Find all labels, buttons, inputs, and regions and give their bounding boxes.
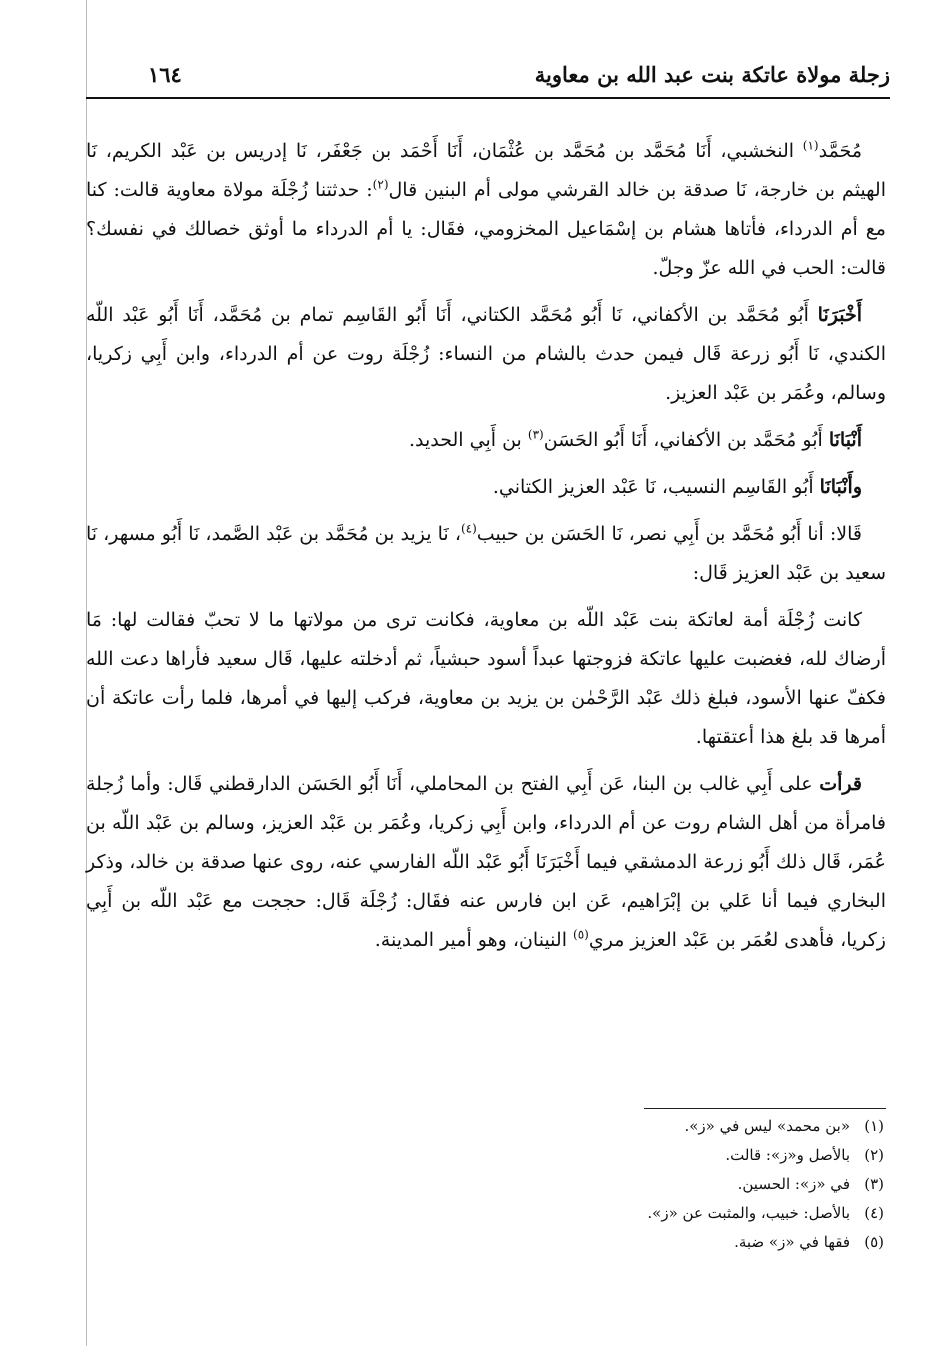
text-segment: النخشبي، أَنَا مُحَمَّد بن مُحَمَّد بن عُثْمَان، أَنَا أَحْمَد بن جَعْفَر، نَا إدريس بن عَبْد الكريم، نَا الهيثم بن خارجة، نَا صدقة بن خالد القرشي مولى أم البنين قال bbox=[86, 140, 886, 201]
chain-keyword: وأَنْبَانَا bbox=[819, 476, 862, 498]
paragraph bbox=[86, 296, 886, 413]
paragraph bbox=[86, 765, 886, 960]
text-segment: بن أَبِي الحديد. bbox=[408, 429, 528, 451]
footnote-ref: (٣) bbox=[527, 427, 544, 442]
text-segment: قَالا: أنا أَبُو مُحَمَّد بن أَبِي نصر، نَا الحَسَن بن حبيب bbox=[476, 523, 862, 545]
text-segment: النينان، وهو أمير المدينة. bbox=[374, 929, 574, 951]
text-segment: أَبُو القَاسِم النسيب، نَا عَبْد العزيز الكتاني. bbox=[492, 476, 820, 498]
chain-keyword: أَخْبَرَنَا bbox=[817, 304, 862, 326]
footnote bbox=[86, 1199, 884, 1228]
chain-keyword: قرأت bbox=[819, 773, 862, 795]
paragraph bbox=[86, 132, 886, 288]
footnote-text: فقها في «ز» ضبة. bbox=[734, 1233, 850, 1251]
text-segment: : حدثتنا زُجْلَة مولاة معاوية قالت: كنا مع أم الدرداء، فأتاها هشام بن إسْمَاعيل المخزومي، فقَال: يا أم الدرداء ما أوثق خصالك في نفسك؟ قالت: الحب في الله عزّ وجلّ. bbox=[86, 179, 886, 279]
main-text bbox=[86, 132, 886, 968]
text-segment: أَبُو مُحَمَّد بن الأكفاني، نَا أَبُو مُحَمَّد الكتاني، أَنَا أَبُو القَاسِم تمام بن مُحَمَّد، أَنَا أَبُو عَبْد اللّه الكندي، نَا أَبُو زرعة قَال فيمن حدث بالشام من النساء: زُجْلَة روت عن أم الدرداء، وابن أَبِي زكريا، وسالم، وعُمَر بن عَبْد العزيز. bbox=[86, 304, 886, 404]
footnote-ref: (٤) bbox=[460, 521, 477, 536]
footnote-number: (٣) bbox=[864, 1175, 884, 1193]
footnote-number: (٥) bbox=[864, 1233, 884, 1251]
text-segment: مُحَمَّد bbox=[818, 140, 862, 162]
text-segment: كانت زُجْلَة أمة لعاتكة بنت عَبْد اللّه بن معاوية، فكانت ترى من مولاتها ما لا تحبّ فقالت لها: مَا أرضاك لله، فغضبت عليها عاتكة فزوجتها عبداً أسود حبشياً، ثم أدخلته عليها، قَال سعيد فأراها دعت الله فكفّ عنها الأسود، فبلغ ذلك عَبْد الرَّحْمٰن بن يزيد بن معاوية، فركب إليها في أمرها، فلما رأت عاتكة أن أمرها قد بلغ هذا أعتقتها. bbox=[86, 609, 886, 748]
paragraph bbox=[86, 421, 886, 460]
footnote-separator bbox=[644, 1108, 886, 1109]
footnote bbox=[86, 1112, 884, 1141]
page-number: ١٦٤ bbox=[148, 62, 182, 87]
footnote-text: في «ز»: الحسين. bbox=[737, 1175, 850, 1193]
footnote-number: (٢) bbox=[864, 1146, 884, 1164]
footnote bbox=[86, 1141, 884, 1170]
header-title: زجلة مولاة عاتكة بنت عبد الله بن معاوية bbox=[534, 62, 890, 87]
footnote-text: بالأصل و«ز»: قالت. bbox=[725, 1146, 850, 1164]
paragraph bbox=[86, 468, 886, 507]
footnote-ref: (٥) bbox=[573, 927, 589, 942]
text-segment: على أَبِي غالب بن البنا، عَن أَبِي الفتح بن المحاملي، أَنَا أَبُو الحَسَن الدارقطني قَال: وأما زُجلة فامرأة من أهل الشام روت عن أم الدرداء، وابن أَبِي زكريا، وعُمَر بن عَبْد العزيز، وسالم بن عَبْد اللّه بن عُمَر، قَال ذلك أَبُو زرعة الدمشقي فيما أَخْبَرَنَا أَبُو عَبْد اللّه الفارسي عنه، روى عنها صدقة بن خالد، وذكر البخاري فيما أنا عَلي بن إبْرَاهيم، عَن ابن فارس عنه فقَال: زُجْلَة قَال: حججت مع عَبْد اللّه بن أَبِي زكريا، فأهدى لعُمَر بن عَبْد العزيز مري bbox=[86, 773, 886, 951]
footnote-text: «بن محمد» ليس في «ز». bbox=[684, 1117, 850, 1135]
footnote-text: بالأصل: خبيب، والمثبت عن «ز». bbox=[647, 1204, 850, 1222]
footnote-number: (٤) bbox=[864, 1204, 884, 1222]
paragraph bbox=[86, 601, 886, 757]
footnotes bbox=[86, 1112, 884, 1257]
footnote bbox=[86, 1170, 884, 1199]
header-rule bbox=[86, 97, 890, 99]
footnote-ref: (١) bbox=[802, 138, 819, 153]
paragraph bbox=[86, 515, 886, 593]
chain-keyword: أَنْبَانَا bbox=[828, 429, 862, 451]
text-segment: أَبُو مُحَمَّد بن الأكفاني، أَنَا أَبُو الحَسَن bbox=[543, 429, 829, 451]
footnote-number: (١) bbox=[864, 1117, 884, 1135]
text-segment: ، نَا يزيد بن مُحَمَّد بن عَبْد الصَّمد، نَا أَبُو مسهر، نَا سعيد بن عَبْد العزيز قَال: bbox=[86, 523, 886, 584]
footnote bbox=[86, 1228, 884, 1257]
footnote-ref: (٢) bbox=[372, 177, 389, 192]
